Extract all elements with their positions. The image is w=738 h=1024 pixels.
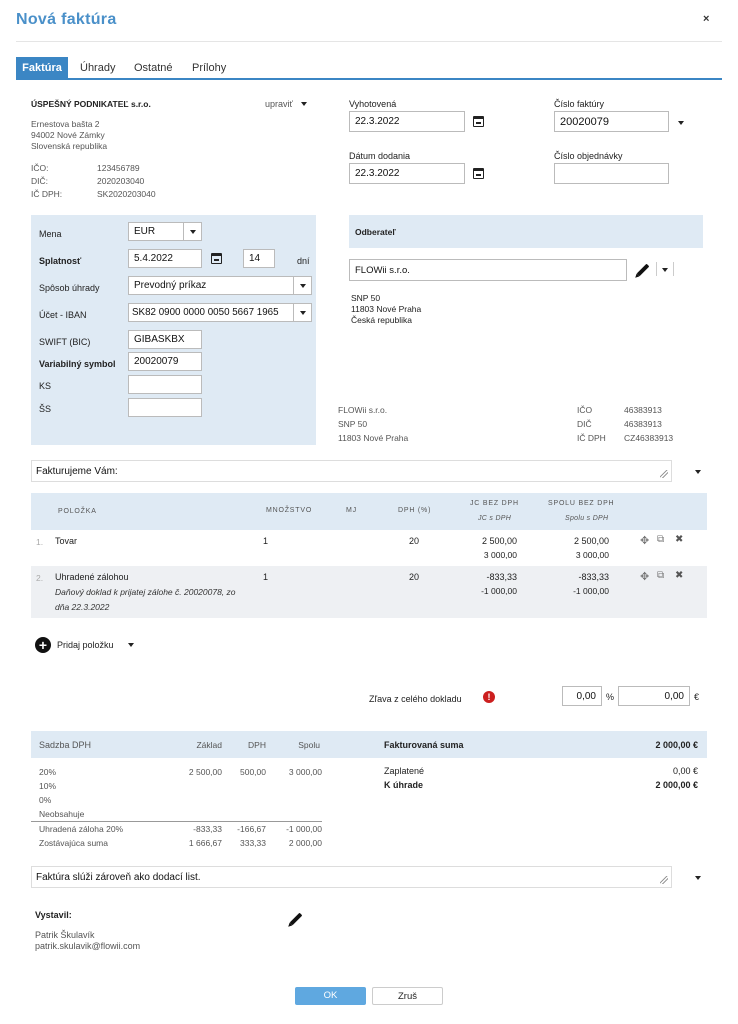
method-label: Spôsob úhrady — [39, 283, 100, 293]
discount-amount-input[interactable]: 0,00 — [618, 686, 690, 706]
vat-rate-header: Sadzba DPH — [39, 740, 92, 750]
variable-symbol-input[interactable]: 20020079 — [128, 352, 202, 371]
chevron-down-icon[interactable] — [301, 102, 307, 106]
supplier-dic-label: DIČ: — [31, 176, 48, 186]
chevron-down-icon — [300, 311, 306, 315]
delete-icon[interactable]: ✖ — [675, 534, 684, 545]
item-spolu-bez: -833,33 — [578, 572, 609, 582]
item-qty[interactable]: 1 — [263, 572, 269, 582]
row-number: 2. — [36, 573, 44, 583]
delete-icon[interactable]: ✖ — [675, 570, 684, 581]
calendar-icon[interactable] — [211, 253, 222, 264]
chevron-down-icon[interactable] — [128, 643, 134, 647]
col-item: POLOŽKA — [58, 508, 97, 515]
item-jc-s: 3 000,00 — [483, 550, 517, 560]
customer-ico-label: IČO — [577, 405, 593, 415]
remaining-vat: 333,33 — [240, 838, 266, 848]
col-qty: MNOŽSTVO — [266, 507, 313, 514]
chevron-down-icon[interactable] — [695, 876, 701, 880]
vat-base-header: Základ — [196, 740, 222, 750]
ss-input[interactable] — [128, 398, 202, 417]
calendar-icon[interactable] — [473, 168, 484, 179]
move-icon[interactable]: ✥ — [640, 571, 650, 583]
item-vat[interactable]: 20 — [409, 536, 420, 546]
advance-base: -833,33 — [193, 824, 222, 834]
alert-icon[interactable]: ! — [483, 691, 495, 703]
vat-row-rate: 10% — [39, 781, 57, 791]
customer-footer-city: 11803 Nové Praha — [338, 433, 409, 443]
item-jc-bez[interactable]: -833,33 — [486, 572, 517, 582]
customer-footer-name: FLOWii s.r.o. — [338, 405, 388, 415]
due-label: Splatnosť — [39, 256, 82, 266]
note-textarea[interactable]: Faktúra slúži zároveň ako dodací list. — [31, 866, 672, 888]
customer-footer-street: SNP 50 — [338, 419, 368, 429]
vat-row-total: 3 000,00 — [288, 767, 322, 777]
customer-icdph: CZ46383913 — [624, 433, 674, 443]
ok-button[interactable]: OK — [295, 987, 366, 1005]
chevron-down-icon[interactable] — [662, 268, 668, 272]
resize-grip-icon[interactable] — [660, 470, 668, 478]
item-spolu-s: 3 000,00 — [575, 550, 609, 560]
chevron-down-icon[interactable] — [678, 121, 684, 125]
ks-label: KS — [39, 381, 52, 391]
item-name[interactable]: Uhradené zálohou — [55, 572, 129, 582]
payment-method-dropdown[interactable] — [293, 276, 312, 295]
supplier-icdph: SK2020203040 — [97, 189, 156, 199]
ks-input[interactable] — [128, 375, 202, 394]
supplier-street: Ernestova bašta 2 — [31, 119, 100, 129]
remaining-base: 1 666,67 — [188, 838, 222, 848]
item-spolu-s: -1 000,00 — [573, 586, 609, 596]
customer-street: SNP 50 — [351, 293, 381, 303]
calendar-icon[interactable] — [473, 116, 484, 127]
vat-row-rate: Neobsahuje — [39, 809, 85, 819]
delivery-date-input[interactable]: 22.3.2022 — [349, 163, 465, 184]
item-jc-s: -1 000,00 — [481, 586, 517, 596]
ss-label: ŠS — [39, 404, 52, 414]
due-days-input[interactable]: 14 — [243, 249, 275, 268]
vat-amount-header: DPH — [248, 740, 266, 750]
add-item-button[interactable]: Pridaj položku — [57, 640, 114, 650]
items-header — [31, 493, 707, 530]
invoiced-total: 2 000,00 € — [655, 740, 698, 750]
plus-circle-icon[interactable]: + — [35, 637, 51, 653]
chevron-down-icon — [190, 230, 196, 234]
chevron-down-icon — [300, 284, 306, 288]
customer-header — [349, 215, 703, 248]
col-unit: MJ — [346, 507, 357, 514]
due-date-input[interactable]: 5.4.2022 — [128, 249, 202, 268]
chevron-down-icon[interactable] — [695, 470, 701, 474]
supplier-icdph-label: IČ DPH: — [31, 189, 63, 199]
customer-country: Česká republika — [351, 315, 412, 325]
vat-row-rate: 0% — [39, 795, 52, 805]
advance-label: Uhradená záloha 20% — [39, 824, 124, 834]
pencil-icon[interactable] — [637, 264, 650, 277]
issuer-name: Patrik Škulavík — [35, 930, 95, 940]
discount-percent-input[interactable]: 0,00 — [562, 686, 602, 706]
tab-uhrady[interactable]: Úhrady — [80, 62, 116, 74]
supplier-ico-label: IČO: — [31, 163, 49, 173]
order-number-label: Číslo objednávky — [554, 151, 623, 161]
vat-total-header: Spolu — [298, 740, 320, 750]
col-spolu-s: Spolu s DPH — [565, 515, 609, 522]
remaining-label: Zostávajúca suma — [39, 838, 108, 848]
tab-bar — [16, 57, 722, 80]
intro-textarea[interactable]: Fakturujeme Vám: — [31, 460, 672, 482]
col-spolu-bez: SPOLU BEZ DPH — [548, 500, 615, 507]
supplier-ico: 123456789 — [97, 163, 140, 173]
swift-label: SWIFT (BIC) — [39, 337, 91, 347]
vat-row-rate: 20% — [39, 767, 57, 777]
customer-city: 11803 Nové Praha — [351, 304, 422, 314]
paid-label: Zaplatené — [384, 766, 425, 776]
discount-label: Zľava z celého dokladu — [369, 694, 462, 704]
remaining-total: 2 000,00 — [288, 838, 322, 848]
cancel-button[interactable]: Zruš — [372, 987, 443, 1005]
supplier-country: Slovenská republika — [31, 141, 108, 151]
supplier-city: 94002 Nové Zámky — [31, 130, 105, 140]
issued-label: Vyhotovená — [349, 99, 397, 109]
due-total-label: K úhrade — [384, 780, 424, 790]
divider — [656, 262, 657, 276]
header-divider — [16, 41, 722, 42]
invoice-number-label: Číslo faktúry — [554, 99, 605, 109]
col-jc-bez: JC BEZ DPH — [470, 500, 519, 507]
vat-row-amount: 500,00 — [240, 767, 266, 777]
item-description[interactable]: Daňový doklad k prijatej zálohe č. 20020078, zo dňa 22.3.2022 — [55, 587, 236, 612]
advance-total: -1 000,00 — [286, 824, 322, 834]
col-vat: DPH (%) — [398, 507, 432, 514]
swift-input[interactable]: GIBASKBX — [128, 330, 202, 349]
item-name[interactable]: Tovar — [55, 536, 78, 546]
customer-dic-label: DIČ — [577, 419, 592, 429]
item-qty[interactable]: 1 — [263, 536, 269, 546]
item-spolu-bez: 2 500,00 — [573, 536, 609, 546]
paid-amount: 0,00 € — [672, 766, 698, 776]
customer-ico: 46383913 — [624, 405, 662, 415]
invoice-number-input[interactable]: 20020079 — [554, 111, 669, 132]
copy-icon[interactable]: ⧉ — [657, 534, 665, 545]
currency-label: Mena — [39, 229, 62, 239]
pencil-icon[interactable] — [290, 913, 303, 926]
customer-name-input[interactable]: FLOWii s.r.o. — [349, 259, 627, 281]
vs-label: Variabilný symbol — [39, 359, 116, 369]
customer-header-label: Odberateľ — [355, 227, 396, 237]
currency-select[interactable]: EUR — [128, 222, 184, 241]
iban-dropdown[interactable] — [293, 303, 312, 322]
supplier-dic: 2020203040 — [97, 176, 145, 186]
percent-unit: % — [606, 692, 615, 702]
customer-icdph-label: IČ DPH — [577, 433, 606, 443]
move-icon[interactable]: ✥ — [640, 535, 650, 547]
delivery-label: Dátum dodania — [349, 151, 411, 161]
close-icon[interactable]: × — [703, 13, 710, 25]
issuer-label: Vystavil: — [35, 910, 72, 920]
divider — [31, 821, 322, 822]
advance-vat: -166,67 — [237, 824, 266, 834]
vat-row-base: 2 500,00 — [188, 767, 222, 777]
supplier-edit-link[interactable]: upraviť — [265, 99, 293, 109]
summary-header — [31, 731, 707, 758]
issued-date-input[interactable]: 22.3.2022 — [349, 111, 465, 132]
row-number: 1. — [36, 537, 44, 547]
dialog-title: Nová faktúra — [16, 11, 117, 28]
iban-label: Účet - IBAN — [39, 310, 87, 320]
currency-unit: € — [694, 692, 700, 702]
item-vat[interactable]: 20 — [409, 572, 420, 582]
payment-method-select[interactable]: Prevodný príkaz — [128, 276, 294, 295]
customer-dic: 46383913 — [624, 419, 662, 429]
currency-dropdown[interactable] — [183, 222, 202, 241]
tab-ostatne[interactable]: Ostatné — [134, 62, 173, 74]
order-number-input[interactable] — [554, 163, 669, 184]
tab-prilohy[interactable]: Prílohy — [192, 62, 227, 74]
invoiced-label: Fakturovaná suma — [384, 740, 464, 750]
supplier-name: ÚSPEŠNÝ PODNIKATEĽ s.r.o. — [31, 99, 151, 109]
copy-icon[interactable]: ⧉ — [657, 570, 665, 581]
item-jc-bez[interactable]: 2 500,00 — [481, 536, 517, 546]
iban-select[interactable]: SK82 0900 0000 0050 5667 1965 — [128, 303, 294, 322]
due-total: 2 000,00 € — [655, 780, 698, 790]
issuer-email: patrik.skulavik@flowii.com — [35, 941, 141, 951]
tab-faktura[interactable]: Faktúra — [16, 57, 68, 80]
col-jc-s: JC s DPH — [478, 515, 512, 522]
divider — [673, 262, 674, 276]
days-unit: dní — [297, 256, 310, 266]
resize-grip-icon[interactable] — [660, 876, 668, 884]
